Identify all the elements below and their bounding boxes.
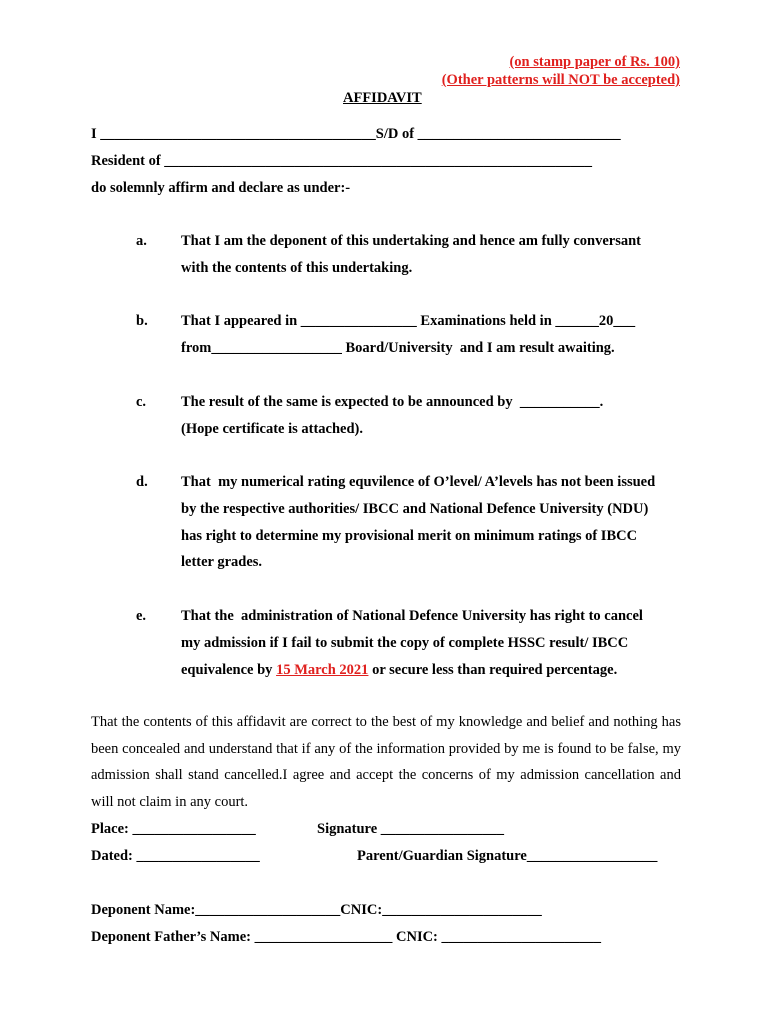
- resident-of-line: Resident of ___________________________________________________________: [91, 153, 593, 169]
- item-b-letter: b.: [136, 313, 148, 329]
- item-e-line-2: my admission if I fail to submit the copy of complete HSSC result/ IBCC: [181, 635, 629, 651]
- deponent-name-cnic-field: Deponent Name:____________________CNIC:______________________: [91, 902, 542, 918]
- pattern-warning-note: (Other patterns will NOT be accepted): [441, 72, 680, 88]
- item-e-line-3-end: or secure less than required percentage.: [368, 662, 618, 678]
- item-e-line-3: [181, 661, 617, 679]
- item-d-line-4: letter grades.: [181, 554, 263, 570]
- item-b-line-2: from__________________ Board/University and I am result awaiting.: [181, 340, 615, 356]
- item-b-line-1: That I appeared in ________________ Examinations held in ______20___: [181, 313, 636, 329]
- item-e-letter: e.: [136, 608, 147, 624]
- signature-field: Signature _________________: [317, 821, 505, 837]
- item-a-line-2: with the contents of this undertaking.: [181, 260, 413, 276]
- item-c-line-2: (Hope certificate is attached).: [181, 421, 363, 437]
- item-e-line-3-start: equivalence by: [181, 662, 277, 678]
- item-d-letter: d.: [136, 474, 148, 490]
- name-sd-of-line: I ______________________________________S/D of ____________________________: [91, 126, 621, 142]
- parent-guardian-signature-field: Parent/Guardian Signature__________________: [357, 848, 658, 864]
- item-e-line-1: That the administration of National Defence University has right to cancel: [181, 608, 643, 624]
- stamp-paper-note: (on stamp paper of Rs. 100): [509, 54, 680, 70]
- item-d-line-3: has right to determine my provisional merit on minimum ratings of IBCC: [181, 528, 638, 544]
- deadline-date: 15 March 2021: [276, 662, 369, 678]
- dated-field: Dated: _________________: [91, 848, 260, 864]
- item-d-line-2: by the respective authorities/ IBCC and National Defence University (NDU): [181, 501, 649, 517]
- item-d-line-1: That my numerical rating equvilence of O’level/ A’levels has not been issued: [181, 474, 656, 490]
- declaration-paragraph: That the contents of this affidavit are correct to the best of my knowledge and belief and nothing has been concealed and understand that if any of the information provided by me is found to be false, my admission shall stand cancelled.I agree and accept the concerns of my admission cancellation and will not claim in any court.: [91, 714, 681, 811]
- item-a-line-1: That I am the deponent of this undertaking and hence am fully conversant: [181, 233, 642, 249]
- deponent-father-name-cnic-field: Deponent Father’s Name: ___________________ CNIC: ______________________: [91, 929, 602, 945]
- item-a-letter: a.: [136, 233, 147, 249]
- affirm-declare-line: do solemnly affirm and declare as under:-: [91, 180, 351, 196]
- page-title: AFFIDAVIT: [343, 90, 422, 106]
- place-field: Place: _________________: [91, 821, 256, 837]
- item-c-line-1: The result of the same is expected to be announced by ___________.: [181, 394, 604, 410]
- item-c-letter: c.: [136, 394, 147, 410]
